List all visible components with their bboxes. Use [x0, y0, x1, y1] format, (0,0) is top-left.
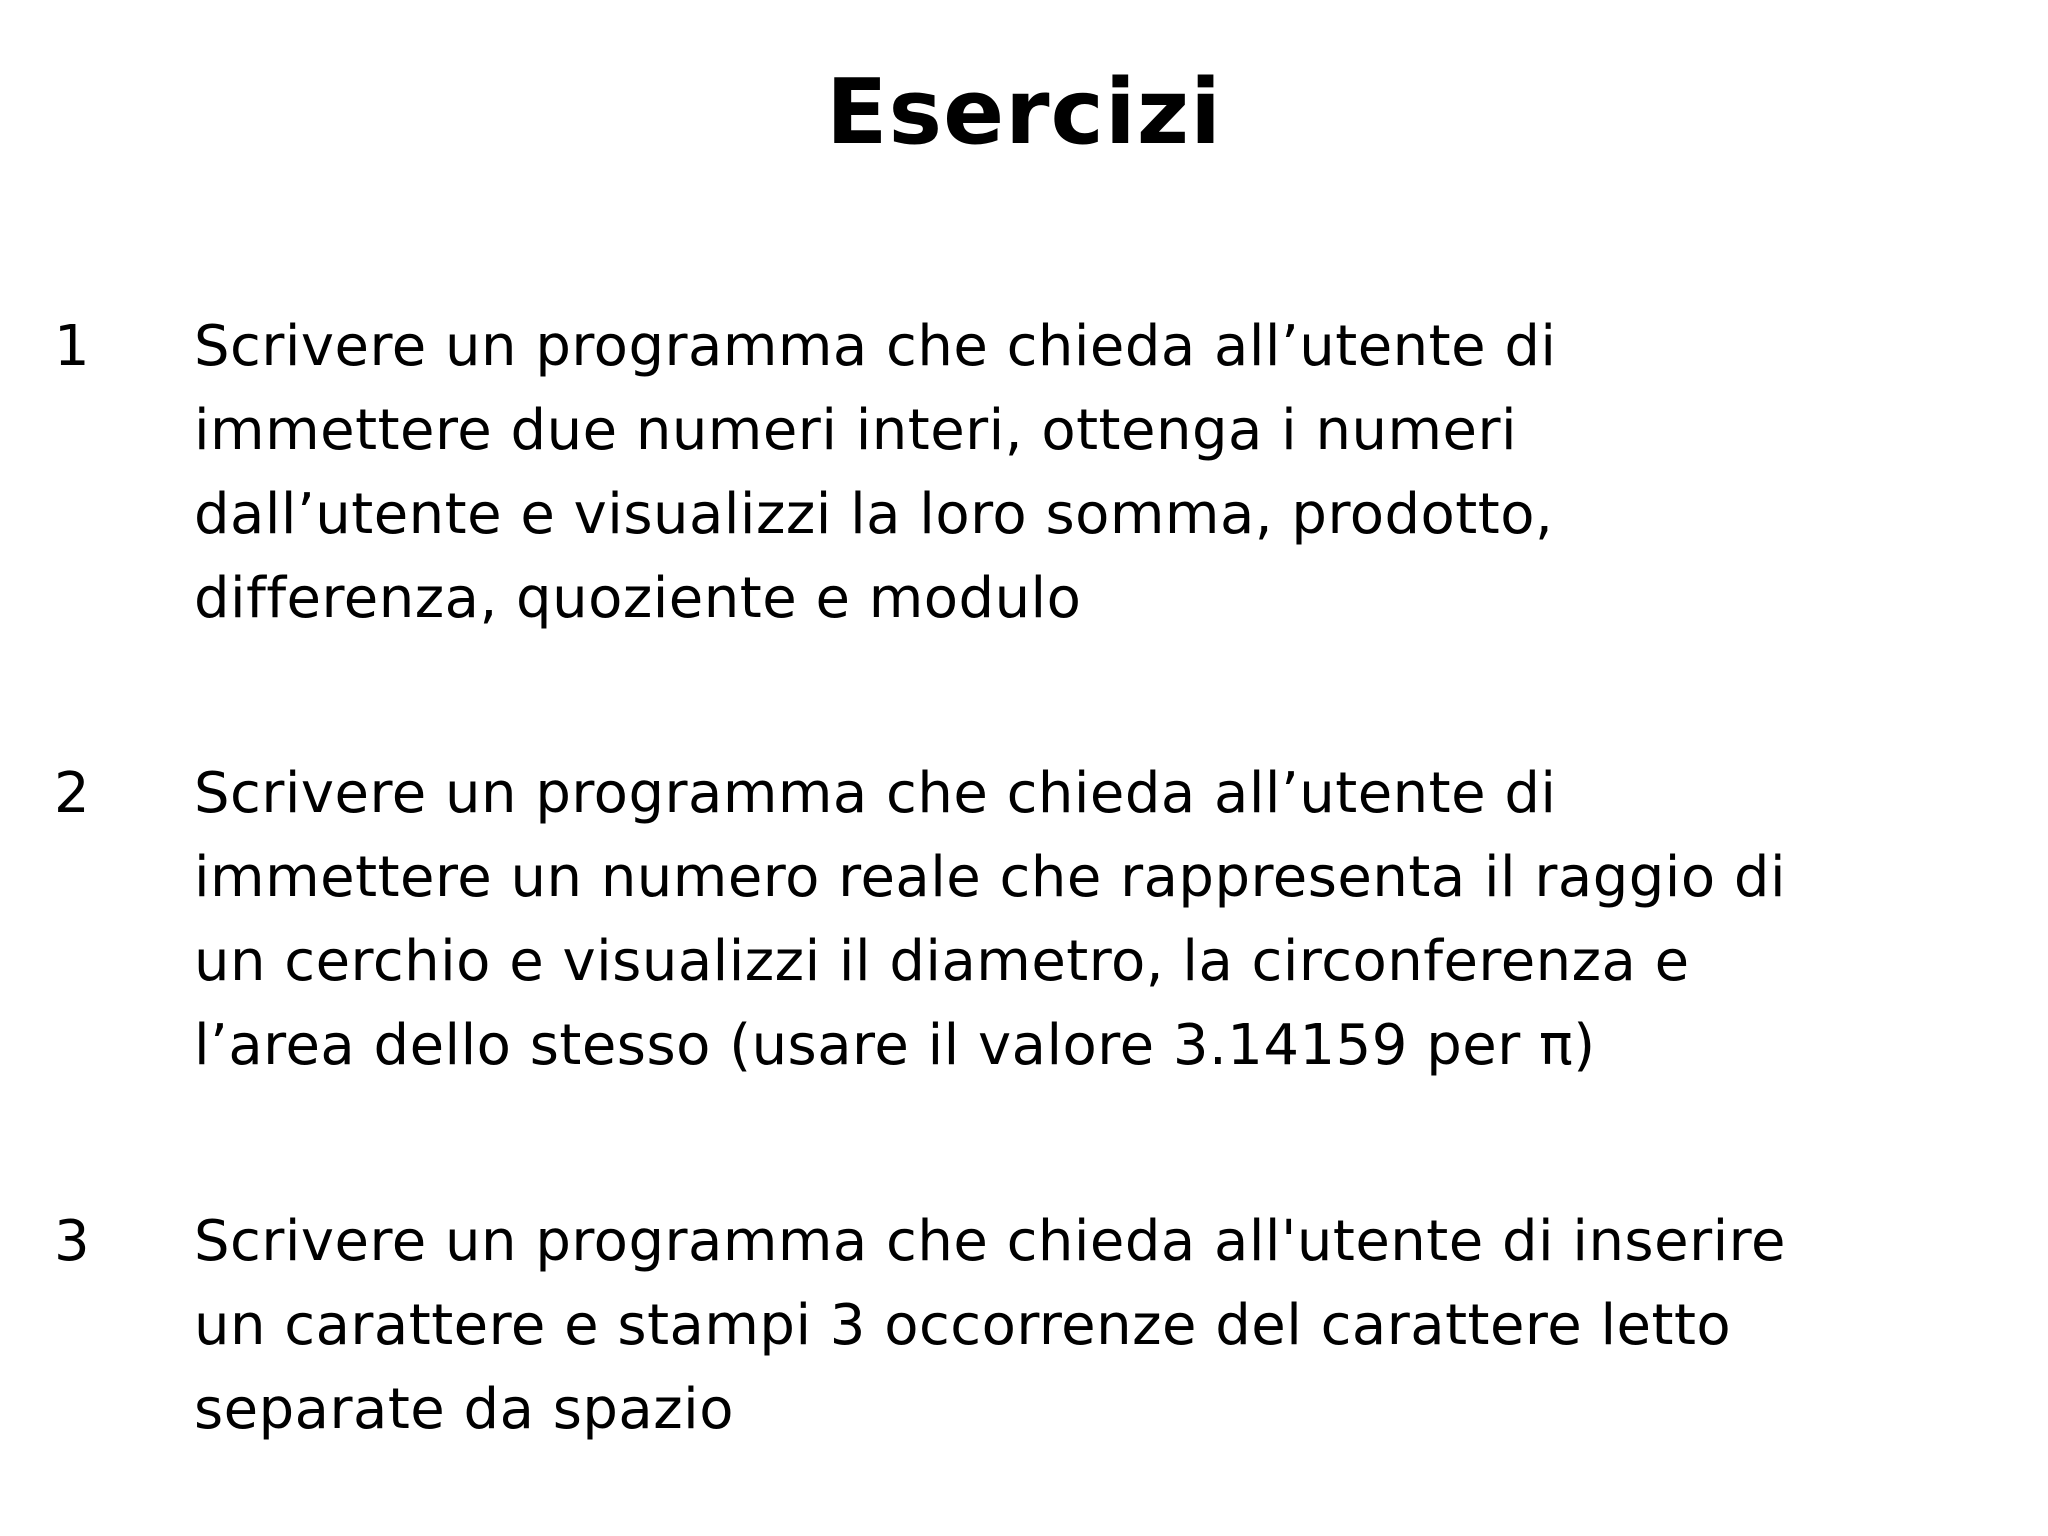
exercise-line: immettere due numeri interi, ottenga i numeri	[194, 398, 1518, 463]
exercise-line: dall’utente e visualizzi la loro somma, prodotto,	[194, 482, 1554, 547]
exercise-line: differenza, quoziente e modulo	[194, 566, 1082, 631]
exercise-text	[194, 1200, 2034, 1452]
exercise-line: Scrivere un programma che chieda all’utente di	[194, 761, 1557, 826]
exercise-number: 1	[54, 314, 90, 379]
exercise-line: un carattere e stampi 3 occorrenze del carattere letto	[194, 1293, 1732, 1358]
exercise-line: Scrivere un programma che chieda all'utente di inserire	[194, 1209, 1786, 1274]
exercise-number: 2	[54, 761, 90, 826]
slide-title: Esercizi	[826, 60, 1222, 165]
exercise-line: immettere un numero reale che rappresenta il raggio di	[194, 845, 1787, 910]
exercise-number: 3	[54, 1209, 90, 1274]
exercise-text	[194, 305, 2034, 641]
exercise-line: Scrivere un programma che chieda all’utente di	[194, 314, 1557, 379]
exercise-text	[194, 752, 2034, 1088]
exercise-line: separate da spazio	[194, 1377, 734, 1442]
exercise-line: un cerchio e visualizzi il diametro, la circonferenza e	[194, 929, 1690, 994]
exercise-line: l’area dello stesso (usare il valore 3.14159 per π)	[194, 1013, 1596, 1078]
